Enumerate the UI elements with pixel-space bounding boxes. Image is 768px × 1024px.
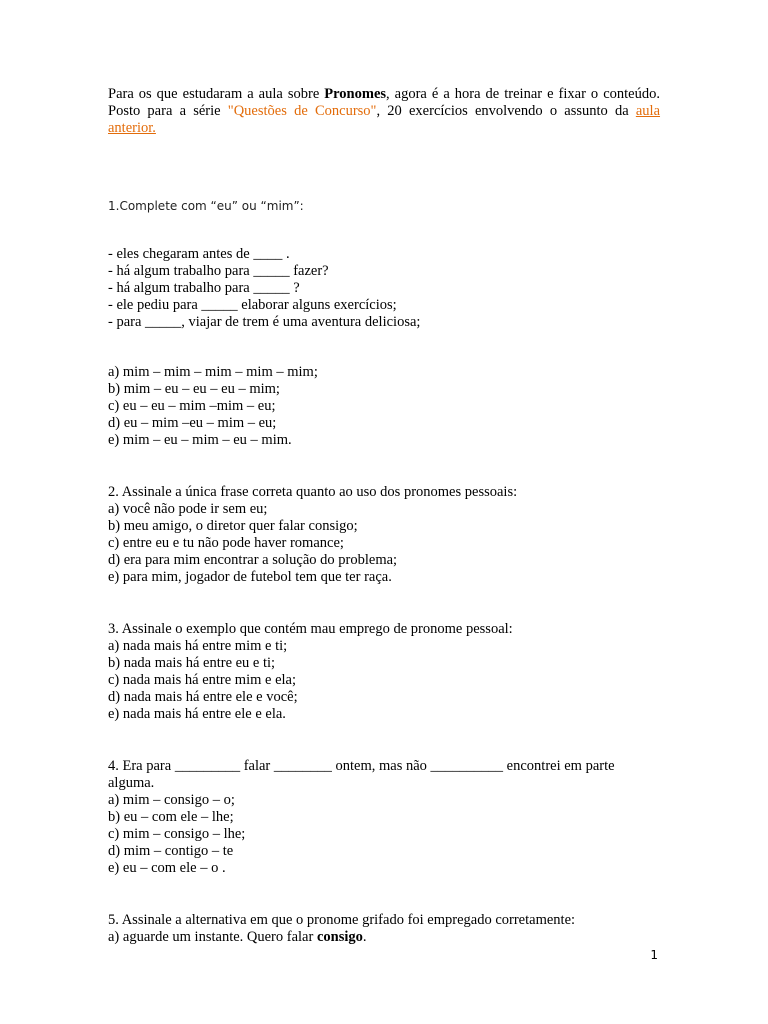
intro-text: , 20 exercícios envolvendo o assunto da	[376, 103, 636, 119]
question-3	[108, 621, 660, 723]
option-line	[108, 929, 660, 946]
question-1-title: 1.Complete com “eu” ou “mim”:	[108, 199, 304, 213]
previous-lesson-link[interactable]: aula anterior.	[108, 103, 661, 136]
option-text: .	[362, 929, 367, 945]
option-line: b) meu amigo, o diretor quer falar consigo;	[108, 518, 358, 534]
option-line: d) mim – contigo – te	[108, 843, 234, 859]
option-line: a) mim – consigo – o;	[108, 792, 235, 808]
sentence-line: - para _____, viajar de trem é uma aventura deliciosa;	[108, 314, 421, 330]
option-line: b) mim – eu – eu – eu – mim;	[108, 381, 280, 397]
option-line: d) nada mais há entre ele e você;	[108, 689, 298, 705]
intro-paragraph	[108, 86, 660, 137]
question-4-title: 4. Era para _________ falar ________ ontem, mas não __________ encontrei em parte alguma.	[108, 758, 619, 791]
question-2-title: 2. Assinale a única frase correta quanto ao uso dos pronomes pessoais:	[108, 484, 518, 500]
option-line: d) eu – mim –eu – mim – eu;	[108, 415, 277, 431]
document-page	[108, 86, 660, 946]
series-link[interactable]: "Questões de Concurso"	[227, 103, 377, 119]
option-line: c) entre eu e tu não pode haver romance;	[108, 535, 344, 551]
option-line: c) eu – eu – mim –mim – eu;	[108, 398, 276, 414]
option-line: e) mim – eu – mim – eu – mim.	[108, 432, 292, 448]
question-4	[108, 758, 660, 877]
option-line: c) mim – consigo – lhe;	[108, 826, 246, 842]
sentence-line: - eles chegaram antes de ____ .	[108, 246, 290, 262]
sentence-line: - ele pediu para _____ elaborar alguns exercícios;	[108, 297, 397, 313]
option-line: a) você não pode ir sem eu;	[108, 501, 268, 517]
intro-bold-pronomes: Pronomes	[324, 86, 387, 102]
option-line: e) nada mais há entre ele e ela.	[108, 706, 286, 722]
question-1-options	[108, 364, 660, 449]
question-1-sentences	[108, 246, 660, 331]
intro-text: , agora é a hora de treinar e fixar o conteúdo. Posto para a série	[108, 86, 660, 119]
option-line: d) era para mim encontrar a solução do problema;	[108, 552, 398, 568]
option-line: b) nada mais há entre eu e ti;	[108, 655, 276, 671]
sentence-line: - há algum trabalho para _____ fazer?	[108, 263, 329, 279]
question-3-title: 3. Assinale o exemplo que contém mau emprego de pronome pessoal:	[108, 621, 513, 637]
option-bold-word: consigo	[316, 929, 363, 945]
intro-text: Para os que estudaram a aula sobre	[108, 86, 325, 102]
option-line: e) eu – com ele – o .	[108, 860, 226, 876]
question-5-title: 5. Assinale a alternativa em que o pronome grifado foi empregado corretamente:	[108, 912, 576, 928]
page-number: 1	[650, 948, 658, 962]
sentence-line: - há algum trabalho para _____ ?	[108, 280, 300, 296]
option-text: a) aguarde um instante. Quero falar	[108, 929, 317, 945]
question-2	[108, 484, 660, 586]
option-line: b) eu – com ele – lhe;	[108, 809, 234, 825]
option-line: c) nada mais há entre mim e ela;	[108, 672, 297, 688]
option-line: e) para mim, jogador de futebol tem que ter raça.	[108, 569, 392, 585]
question-5	[108, 912, 660, 946]
option-line: a) mim – mim – mim – mim – mim;	[108, 364, 318, 380]
option-line: a) nada mais há entre mim e ti;	[108, 638, 288, 654]
